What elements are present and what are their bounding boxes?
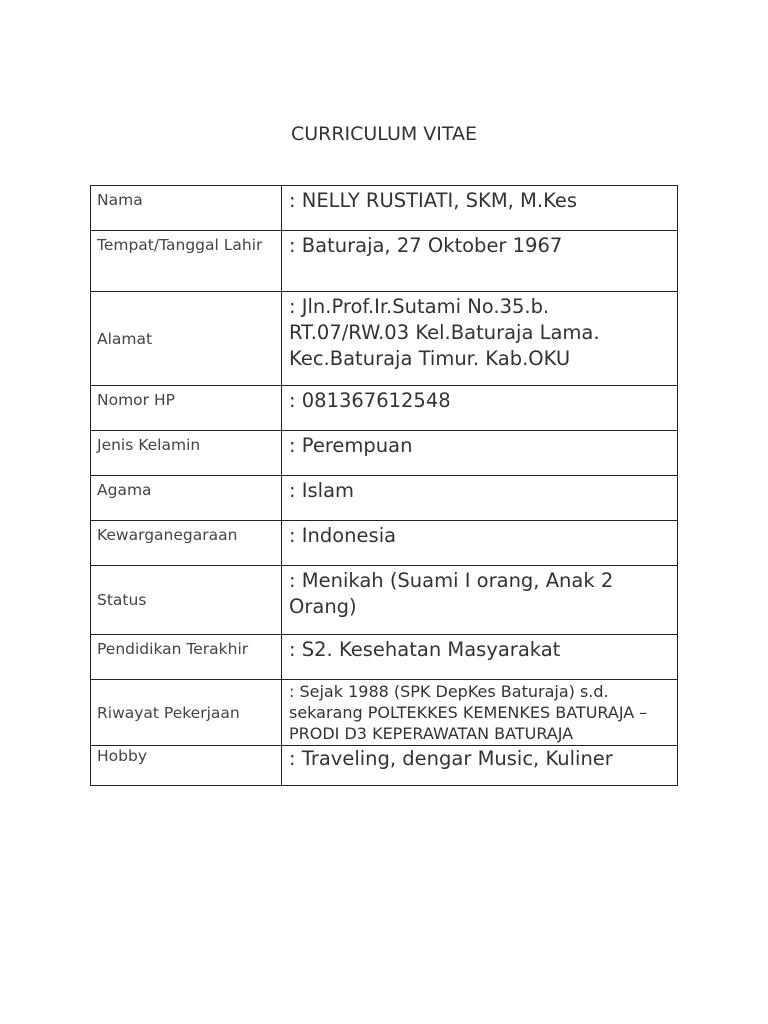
table-row [91,521,678,566]
row-label: Agama [91,476,282,521]
row-value: : 081367612548 [282,386,678,431]
row-label: Tempat/Tanggal Lahir [91,231,282,292]
row-label: Alamat [91,292,282,386]
row-label: Pendidikan Terakhir [91,635,282,680]
row-value: : Traveling, dengar Music, Kuliner [282,746,678,786]
row-label: Riwayat Pekerjaan [91,680,282,746]
row-value: : NELLY RUSTIATI, SKM, M.Kes [282,186,678,231]
row-label: Jenis Kelamin [91,431,282,476]
table-row [91,680,678,746]
row-label: Nama [91,186,282,231]
row-label: Kewarganegaraan [91,521,282,566]
row-value: : S2. Kesehatan Masyarakat [282,635,678,680]
table-row [91,231,678,292]
document-title: CURRICULUM VITAE [290,123,478,145]
table-row [91,292,678,386]
row-label: Status [91,566,282,635]
row-value: : Menikah (Suami I orang, Anak 2 Orang) [282,566,678,635]
table-row [91,746,678,786]
table-row [91,566,678,635]
table-row [91,476,678,521]
table-row [91,386,678,431]
table-row [91,186,678,231]
row-value: : Indonesia [282,521,678,566]
table-row [91,431,678,476]
row-value: : Islam [282,476,678,521]
row-value: : Perempuan [282,431,678,476]
row-label: Nomor HP [91,386,282,431]
row-label: Hobby [91,746,282,786]
row-value: : Sejak 1988 (SPK DepKes Baturaja) s.d. sekarang POLTEKKES KEMENKES BATURAJA – PRODI D3 KEPERAWATAN BATURAJA [282,680,678,746]
table-row [91,635,678,680]
row-value: : Jln.Prof.Ir.Sutami No.35.b. RT.07/RW.03 Kel.Baturaja Lama. Kec.Baturaja Timur. Kab.OKU [282,292,678,386]
cv-table [90,185,678,786]
row-value: : Baturaja, 27 Oktober 1967 [282,231,678,292]
